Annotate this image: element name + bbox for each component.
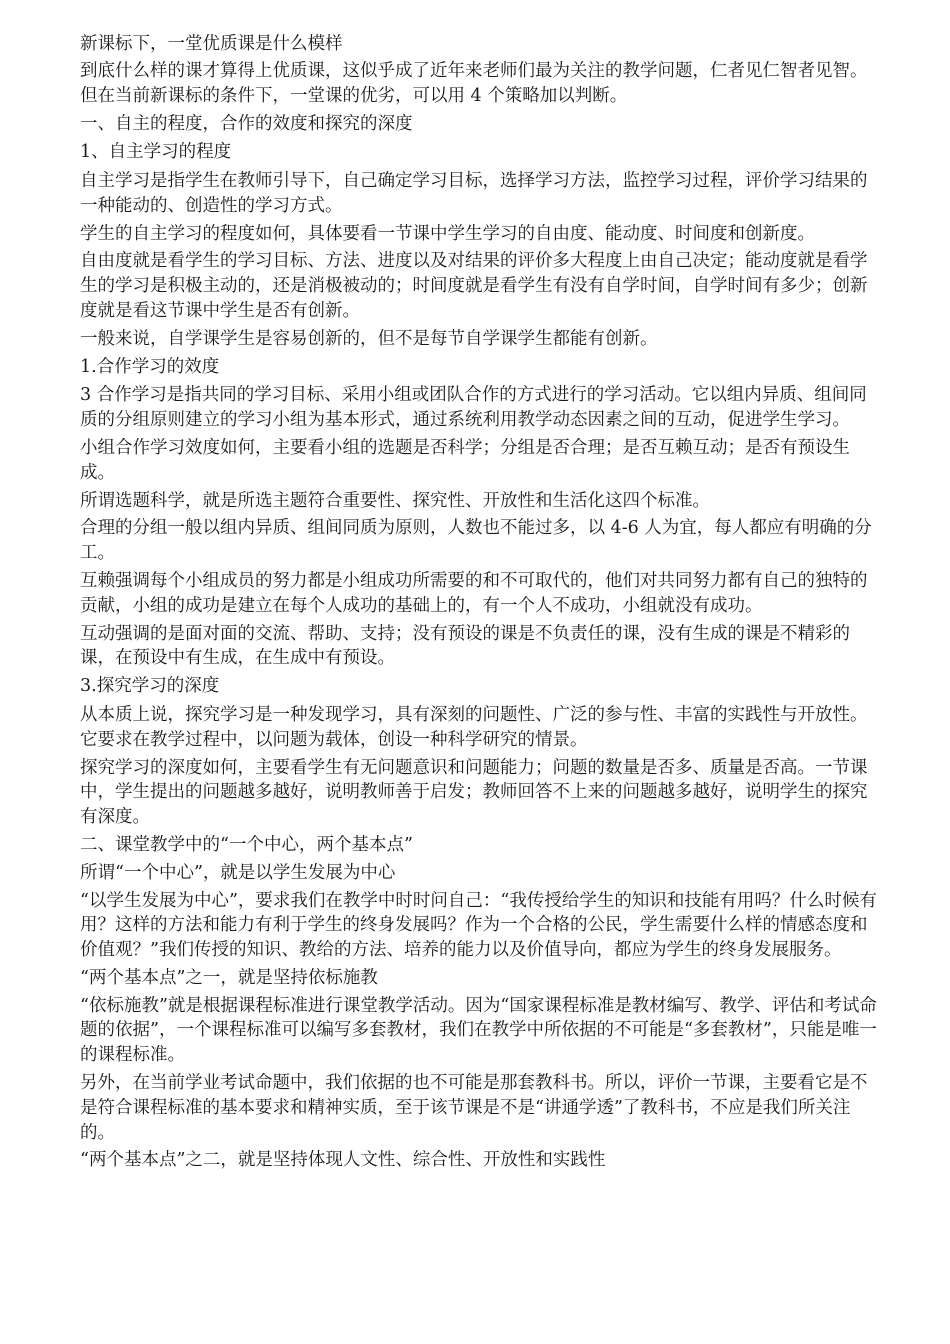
document-title: 新课标下，一堂优质课是什么模样 [80,34,343,54]
paragraph: 所谓选题科学，就是所选主题符合重要性、探究性、开放性和生活化这四个标准。 [80,490,710,511]
paragraph: 从本质上说，探究学习是一种发现学习，具有深刻的问题性、广泛的参与性、丰富的实践性与开放性。它要求在教学过程中，以问题为载体，创设一种科学研究的情景。 [80,704,868,750]
paragraph: 合理的分组一般以组内异质、组间同质为原则，人数也不能过多，以 4-6 人为宜，每人都应有明确的分工。 [80,518,872,564]
paragraph: 互赖强调每个小组成员的努力都是小组成功所需要的和不可取代的，他们对共同努力都有自己的独特的贡献，小组的成功是建立在每个人成功的基础上的，有一个人不成功，小组就没有成功。 [80,570,868,616]
paragraph: “以学生发展为中心”，要求我们在教学中时时问自己：“我传授给学生的知识和技能有用吗？什么时候有用？这样的方法和能力有利于学生的终身发展吗？作为一个合格的公民，学生需要什么样的情感态度和价值观？”我们传授的知识、教给的方法、培养的能力以及价值导向，都应为学生的终身发展服务。 [80,890,877,961]
subsection-heading-4: 所谓“一个中心”，就是以学生发展为中心 [80,862,396,883]
subsection-heading-2: 1.合作学习的效度 [80,356,220,377]
subsection-heading-3: 3.探究学习的深度 [80,676,220,697]
section-heading-1: 一、自主的程度，合作的效度和探究的深度 [80,114,413,135]
section-heading-2: 二、课堂教学中的“一个中心，两个基本点” [80,834,413,855]
paragraph: 探究学习的深度如何，主要看学生有无问题意识和问题能力；问题的数量是否多、质量是否高。一节课中，学生提出的问题越多越好，说明教师善于启发；教师回答不上来的问题越多越好，说明学生的探究有深度。 [80,757,868,828]
subsection-heading-6: “两个基本点”之二，就是坚持体现人文性、综合性、开放性和实践性 [80,1150,606,1171]
subsection-heading-1: 1、自主学习的程度 [80,142,232,163]
paragraph: 自由度就是看学生的学习目标、方法、进度以及对结果的评价多大程度上由自己决定；能动度就是看学生的学习是积极主动的，还是消极被动的；时间度就是看学生有没有自学时间，自学时间有多少；创新度就是看这节课中学生是否有创新。 [80,251,868,321]
paragraph: 另外，在当前学业考试命题中，我们依据的也不可能是那套教科书。所以，评价一节课，主要看它是不是符合课程标准的基本要求和精神实质，至于该节课是不是“讲通学透”了教科书，不应是我们所关注的。 [80,1073,868,1143]
subsection-heading-5: “两个基本点”之一，就是坚持依标施教 [80,967,378,988]
paragraph: 自主学习是指学生在教师引导下，自己确定学习目标，选择学习方法，监控学习过程，评价学习结果的一种能动的、创造性的学习方式。 [80,170,868,216]
paragraph: “依标施教”就是根据课程标准进行课堂教学活动。因为“国家课程标准是教材编写、教学、评估和考试命题的依据”，一个课程标准可以编写多套教材，我们在教学中所依据的不可能是“多套教材”，只能是唯一的课程标准。 [80,995,877,1066]
paragraph: 3 合作学习是指共同的学习目标、采用小组或团队合作的方式进行的学习活动。它以组内异质、组间同质的分组原则建立的学习小组为基本形式，通过系统利用教学动态因素之间的互动，促进学生学习。 [80,385,867,431]
paragraph: 小组合作学习效度如何，主要看小组的选题是否科学；分组是否合理；是否互赖互动；是否有预设生成。 [80,437,850,483]
paragraph-intro: 到底什么样的课才算得上优质课，这似乎成了近年来老师们最为关注的教学问题，仁者见仁智者见智。但在当前新课标的条件下，一堂课的优劣，可以用 4 个策略加以判断。 [80,60,868,106]
paragraph: 一般来说，自学课学生是容易创新的，但不是每节自学课学生都能有创新。 [80,328,658,349]
paragraph: 学生的自主学习的程度如何，具体要看一节课中学生学习的自由度、能动度、时间度和创新度。 [80,223,815,244]
document-body [80,32,880,1173]
paragraph: 互动强调的是面对面的交流、帮助、支持；没有预设的课是不负责任的课，没有生成的课是不精彩的课，在预设中有生成，在生成中有预设。 [80,623,850,669]
